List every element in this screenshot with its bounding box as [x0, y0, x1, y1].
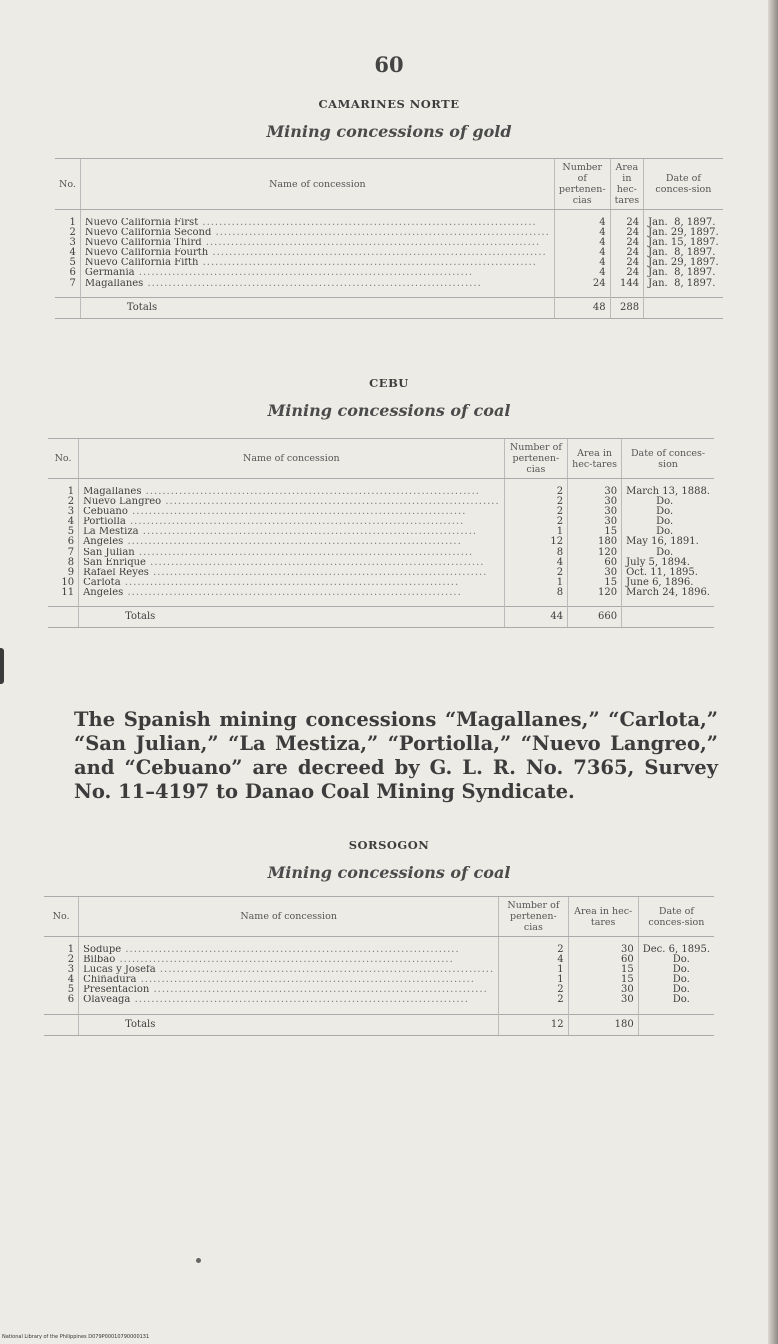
cell-date: Do. — [672, 964, 690, 976]
cell-pertenencias: 1 — [557, 964, 564, 976]
cell-no: 4 — [69, 247, 76, 259]
cell-area: 30 — [621, 994, 634, 1006]
cell-date: July 5, 1894. — [626, 556, 690, 568]
scan-artifact — [0, 648, 4, 684]
cell-name: Nuevo Langreo ................................................................................ — [83, 497, 500, 508]
column-area — [610, 210, 644, 298]
concessions-table-sorsogon — [44, 896, 714, 1036]
cell-no: 5 — [67, 984, 75, 996]
cell-area: 24 — [626, 237, 640, 249]
cell-date: Jan. 8, 1897. — [648, 267, 716, 279]
cell-pertenencias: 2 — [557, 984, 564, 996]
column-name — [79, 479, 505, 607]
ink-dot — [196, 1258, 201, 1263]
column-pertenencias — [499, 937, 568, 1015]
leader-dots: ................................................................................ — [208, 248, 547, 259]
column-header: Area in hec-tares — [610, 159, 644, 210]
cell-area: 30 — [604, 516, 618, 528]
cell-area: 15 — [604, 576, 618, 588]
cell-area: 144 — [620, 277, 640, 289]
totals-name: Totals — [79, 1014, 499, 1035]
cell-name: Presentacion ................................................................................ — [83, 985, 488, 996]
leader-dots: ................................................................................ — [120, 577, 460, 588]
cell-date: Do. — [656, 506, 674, 518]
leader-dots: ................................................................................ — [198, 258, 537, 269]
cell-pertenencias: 24 — [592, 277, 606, 289]
cell-no: 5 — [67, 526, 75, 538]
section-title-coal-sorsogon: Mining concessions of coal — [267, 863, 511, 882]
cell-date: Do. — [672, 974, 690, 986]
cell-date: Do. — [656, 496, 674, 508]
cell-no: 1 — [67, 486, 75, 497]
cell-no: 5 — [69, 257, 76, 269]
cell-name: Nuevo California Fifth ................................................................................ — [84, 258, 537, 269]
cell-pertenencias: 4 — [599, 217, 606, 228]
cell-name: Lucas y Josefa ................................................................................ — [83, 965, 495, 976]
cell-pertenencias: 2 — [556, 566, 564, 578]
cell-pertenencias: 2 — [556, 516, 564, 528]
cell-area: 30 — [604, 496, 618, 508]
column-name — [79, 937, 499, 1015]
cell-name: Nuevo California Second ................................................................................ — [84, 228, 550, 239]
column-header: Name of concession — [79, 897, 499, 937]
table-body — [55, 210, 723, 298]
column-date — [644, 210, 723, 298]
totals-empty — [48, 607, 79, 628]
cell-date: Jan. 8, 1897. — [648, 247, 716, 259]
totals-area: 288 — [610, 297, 644, 318]
cell-name: Sodupe ................................................................................ — [83, 945, 460, 955]
cell-date: Jan. 8, 1897. — [648, 217, 716, 228]
section-title-coal-cebu: Mining concessions of coal — [267, 401, 511, 420]
cell-no: 4 — [67, 974, 75, 986]
cell-area: 24 — [626, 247, 640, 259]
cell-name: Olaveaga ................................................................................ — [83, 995, 469, 1006]
table-header-row — [44, 897, 714, 937]
cell-name: Nuevo California First ................................................................................ — [84, 218, 537, 228]
column-name — [80, 210, 554, 298]
cell-area: 30 — [621, 944, 634, 955]
leader-dots: ................................................................................ — [143, 278, 482, 289]
totals-name: Totals — [79, 607, 505, 628]
cell-no: 3 — [67, 506, 75, 518]
cell-area: 120 — [597, 546, 618, 558]
cell-pertenencias: 4 — [599, 247, 606, 259]
leader-dots: ................................................................................ — [121, 945, 460, 955]
leader-dots: ................................................................................ — [155, 965, 495, 976]
leader-dots: ................................................................................ — [130, 995, 469, 1006]
cell-pertenencias: 4 — [599, 257, 606, 269]
cell-no: 3 — [69, 237, 76, 249]
cell-no: 9 — [67, 566, 75, 578]
cell-no: 2 — [67, 496, 75, 508]
totals-empty — [55, 297, 80, 318]
cell-date: May 16, 1891. — [626, 536, 699, 548]
leader-dots: ................................................................................ — [123, 537, 462, 548]
totals-per: 12 — [499, 1014, 568, 1035]
totals-name: Totals — [80, 297, 554, 318]
column-header: No. — [44, 897, 79, 937]
cell-name: Nuevo California Third ................................................................................ — [84, 238, 541, 249]
cell-pertenencias: 8 — [556, 586, 564, 598]
cell-name: La Mestiza ................................................................................ — [83, 527, 478, 538]
leader-dots: ................................................................................ — [134, 268, 474, 279]
cell-area: 24 — [626, 267, 640, 279]
section-title-gold: Mining concessions of gold — [266, 122, 512, 141]
cell-name: San Julian ................................................................................ — [83, 547, 474, 558]
leader-dots: ................................................................................ — [161, 497, 500, 508]
cell-no: 8 — [67, 556, 75, 568]
page-number: 60 — [374, 52, 404, 77]
cell-date: Do. — [672, 954, 690, 966]
cell-name: Portiolla ................................................................................ — [83, 517, 465, 528]
cell-pertenencias: 2 — [557, 944, 564, 955]
leader-dots: ................................................................................ — [123, 587, 462, 598]
cell-date: Oct. 11, 1895. — [626, 566, 698, 578]
column-header: Date of conces-sion — [622, 439, 714, 479]
cell-pertenencias: 2 — [557, 994, 564, 1006]
cell-date: March 13, 1888. — [626, 486, 710, 497]
cell-name: Chiñadura ................................................................................ — [83, 975, 475, 986]
cell-date: Do. — [672, 984, 690, 996]
section-region-cebu: CEBU — [369, 376, 409, 390]
totals-empty — [622, 607, 714, 628]
totals-per: 44 — [504, 607, 567, 628]
cell-date: Do. — [672, 994, 690, 1006]
cell-area: 30 — [604, 506, 618, 518]
cell-area: 180 — [597, 536, 618, 548]
column-header: No. — [55, 159, 80, 210]
cell-no: 6 — [67, 536, 75, 548]
cell-date: Jan. 29, 1897. — [648, 227, 719, 239]
column-no — [55, 210, 80, 298]
column-area — [568, 937, 638, 1015]
cell-pertenencias: 1 — [557, 974, 564, 986]
cell-date: Jan. 8, 1897. — [648, 277, 716, 289]
cell-pertenencias: 8 — [556, 546, 564, 558]
column-pertenencias — [504, 479, 567, 607]
column-pertenencias — [554, 210, 610, 298]
cell-pertenencias: 12 — [550, 536, 564, 548]
cell-no: 6 — [67, 994, 75, 1006]
cell-no: 7 — [67, 546, 75, 558]
totals-empty — [44, 1014, 79, 1035]
column-header: Name of concession — [80, 159, 554, 210]
section-region-camarines-norte: CAMARINES NORTE — [318, 97, 460, 111]
leader-dots: ................................................................................ — [145, 557, 485, 568]
column-no — [44, 937, 79, 1015]
leader-dots: ................................................................................ — [141, 487, 480, 497]
cell-no: 1 — [69, 217, 76, 228]
leader-dots: ................................................................................ — [198, 218, 537, 228]
cell-pertenencias: 4 — [599, 267, 606, 279]
leader-dots: ................................................................................ — [115, 955, 454, 966]
cell-date: June 6, 1896. — [626, 576, 694, 588]
cell-date: Do. — [656, 526, 674, 538]
column-area — [568, 479, 622, 607]
cell-name: Bilbao ................................................................................ — [83, 955, 454, 966]
table-body — [44, 937, 714, 1015]
leader-dots: ................................................................................ — [201, 238, 541, 249]
leader-dots: ................................................................................ — [136, 975, 475, 986]
cell-no: 4 — [67, 516, 75, 528]
cell-area: 15 — [621, 964, 634, 976]
leader-dots: ................................................................................ — [125, 517, 465, 528]
column-date — [622, 479, 714, 607]
table-header-row — [48, 439, 714, 479]
cell-pertenencias: 4 — [557, 954, 564, 966]
cell-area: 60 — [604, 556, 618, 568]
cell-name: Angeles ................................................................................ — [83, 587, 462, 598]
cell-name: Germania ................................................................................ — [84, 268, 474, 279]
concessions-table-camarines-norte — [55, 158, 723, 319]
cell-area: 24 — [626, 227, 640, 239]
column-header: Date of conces-sion — [638, 897, 714, 937]
cell-pertenencias: 4 — [556, 556, 564, 568]
cell-no: 6 — [69, 267, 76, 279]
cell-name: Angeles ................................................................................ — [83, 537, 462, 548]
column-header: Number of pertenen-cias — [499, 897, 568, 937]
column-header: Number of pertenen-cias — [554, 159, 610, 210]
cell-date: March 24, 1896. — [626, 586, 710, 598]
cell-area: 30 — [604, 566, 618, 578]
cell-date: Jan. 15, 1897. — [648, 237, 719, 249]
cell-name: Carlota ................................................................................ — [83, 577, 460, 588]
column-header: Date of conces-sion — [644, 159, 723, 210]
table-body — [48, 479, 714, 607]
leader-dots: ................................................................................ — [149, 985, 488, 996]
totals-empty — [644, 297, 723, 318]
table-header-row — [55, 159, 723, 210]
cell-area: 24 — [626, 217, 640, 228]
cell-date: Do. — [656, 546, 674, 558]
cell-name: Nuevo California Fourth ................................................................................ — [84, 248, 547, 259]
footer-credit: National Library of the Philippines D079P00010790000131 — [2, 1334, 150, 1340]
cell-no: 3 — [67, 964, 75, 976]
cell-area: 60 — [621, 954, 634, 966]
cell-area: 24 — [626, 257, 640, 269]
cell-area: 30 — [621, 984, 634, 996]
totals-area: 660 — [568, 607, 622, 628]
totals-per: 48 — [554, 297, 610, 318]
column-header: Name of concession — [79, 439, 505, 479]
cell-date: Dec. 6, 1895. — [642, 944, 710, 955]
cell-area: 15 — [604, 526, 618, 538]
cell-pertenencias: 2 — [556, 486, 564, 497]
cell-pertenencias: 2 — [556, 496, 564, 508]
cell-no: 7 — [69, 277, 76, 289]
column-date — [638, 937, 714, 1015]
leader-dots: ................................................................................ — [148, 567, 488, 578]
cell-pertenencias: 1 — [556, 576, 564, 588]
cell-pertenencias: 1 — [556, 526, 564, 538]
cell-date: Jan. 29, 1897. — [648, 257, 719, 269]
decree-paragraph: The Spanish mining concessions “Magallanes,” “Carlota,” “San Julian,” “La Mestiza,” “Portiolla,” “Nuevo Langreo,” and “Cebuano” are decreed by G. L. R. No. 7365, Survey No. 11–4197 to Danao Coal Mining Syndicate. — [74, 708, 718, 803]
cell-area: 30 — [604, 486, 618, 497]
leader-dots: ................................................................................ — [134, 547, 474, 558]
cell-pertenencias: 4 — [599, 227, 606, 239]
cell-pertenencias: 4 — [599, 237, 606, 249]
page-edge-shadow — [768, 0, 778, 1344]
cell-name: San Enrique ................................................................................ — [83, 557, 485, 568]
cell-name: Rafael Reyes ................................................................................ — [83, 567, 488, 578]
cell-no: 2 — [67, 954, 75, 966]
totals-row — [55, 297, 723, 318]
column-header: Number of pertenen-cias — [504, 439, 567, 479]
cell-no: 1 — [67, 944, 75, 955]
cell-name: Magallanes ................................................................................ — [84, 278, 482, 289]
leader-dots: ................................................................................ — [127, 507, 467, 518]
totals-area: 180 — [568, 1014, 638, 1035]
cell-name: Cebuano ................................................................................ — [83, 507, 467, 518]
cell-date: Do. — [656, 516, 674, 528]
totals-row — [44, 1014, 714, 1035]
leader-dots: ................................................................................ — [211, 228, 550, 239]
column-header: Area in hec-tares — [568, 897, 638, 937]
cell-no: 2 — [69, 227, 76, 239]
cell-pertenencias: 2 — [556, 506, 564, 518]
cell-no: 11 — [61, 586, 75, 598]
concessions-table-cebu — [48, 438, 714, 628]
section-region-sorsogon: SORSOGON — [348, 838, 430, 852]
cell-area: 15 — [621, 974, 634, 986]
totals-empty — [638, 1014, 714, 1035]
cell-name: Magallanes ................................................................................ — [83, 487, 480, 497]
column-no — [48, 479, 79, 607]
cell-no: 10 — [61, 576, 75, 588]
column-header: Area in hec-tares — [568, 439, 622, 479]
column-header: No. — [48, 439, 79, 479]
totals-row — [48, 607, 714, 628]
cell-area: 120 — [597, 586, 618, 598]
leader-dots: ................................................................................ — [138, 527, 478, 538]
